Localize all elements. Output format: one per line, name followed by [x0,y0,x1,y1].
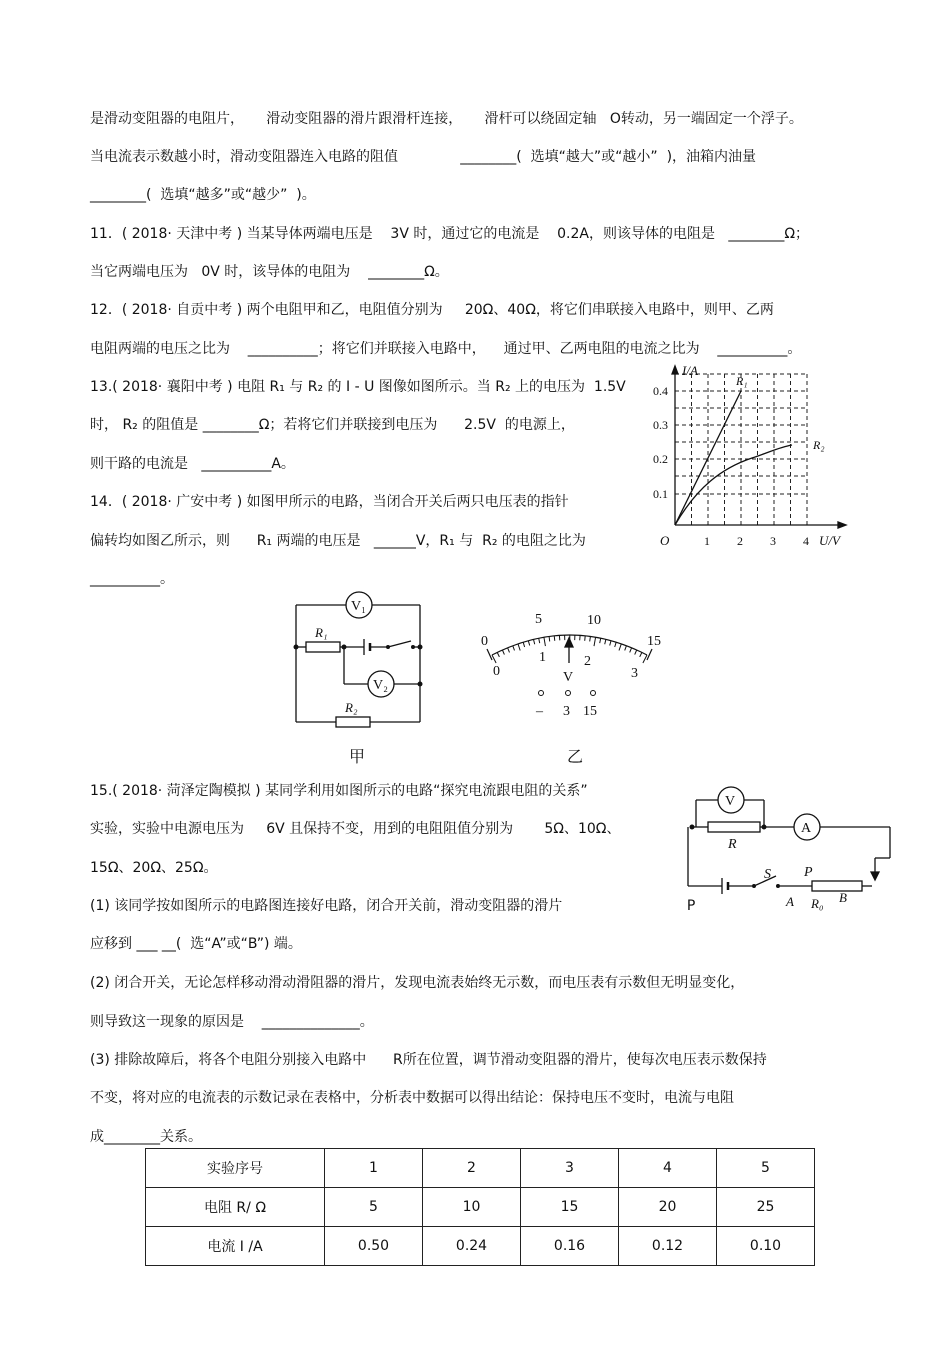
dial-tick [497,652,499,657]
resistor-label: R [728,837,737,852]
question-15: 15.( 2018· 菏泽定陶模拟 ) 某同学利用如图所示的电路“探究电流跟电阻的关系” [90,783,588,799]
x-tick: 4 [803,534,809,548]
row-header: 实验序号 [146,1149,325,1188]
dial-tick [615,642,617,647]
table-cell: 0.50 [325,1227,423,1266]
origin-label: O [660,533,670,548]
scale-top-0: 0 [481,634,488,649]
v2-meter-label: V₂ [373,678,388,693]
y-axis-label: I/A [682,363,698,378]
dial-tick [518,644,520,651]
r1-curve-label: R₁ [736,374,748,388]
table-cell: 1 [325,1149,423,1188]
r1-label: R₁ [315,625,328,640]
dial-tick [610,641,611,646]
text-line: 当它两端电压为 0V 时，该导体的电阻为 ________Ω。 [90,264,449,280]
text-line: 是滑动变阻器的电阻片， 滑动变阻器的滑片跟滑杆连接， 滑杆可以绕固定轴 O转动，另一端固定一个浮子。 [90,111,803,127]
ammeter-label: A [801,821,812,836]
question-14: 14．( 2018· 广安中考 ) 如图甲所示的电路，当闭合开关后两只电压表的指针 [90,494,569,510]
scale-bottom-2: 2 [584,654,591,669]
switch-label: S [764,867,771,882]
y-tick: 0.1 [653,487,668,501]
text-line: 则导致这一现象的原因是 ______________。 [90,1014,374,1030]
figure-caption-yi: 乙 [567,747,584,766]
dial-tick [594,637,596,646]
text-line: (2) 闭合开关，无论怎样移动滑动滑阻器的滑片，发现电流表始终无示数，而电压表有示数但无明显变化， [90,975,745,991]
dial-tick [549,636,550,641]
question-11: 11．( 2018· 天津中考 ) 当某导体两端电压是 3V 时，通过它的电流是 0.2A，则该导体的电阻是 ________Ω； [90,226,810,242]
dial-tick [544,637,546,646]
y-tick: 0.4 [653,384,668,398]
text-line: 当电流表示数越小时，滑动变阻器连入电路的阻值 ________( 选填“越大”或“越小” )，油箱内油量 [90,149,757,165]
table-cell: 0.16 [521,1227,619,1266]
r2-curve-label: R₂ [813,438,825,452]
text-line: 不变，将对应的电流表的示数记录在表格中，分析表中数据可以得出结论：保持电压不变时，电流与电阻 [90,1090,734,1106]
x-tick: 2 [737,534,743,548]
dial-tick [605,639,606,644]
dial-tick [619,644,621,651]
text-line: 应移到 ___ __( 选“A”或“B”) 端。 [90,936,302,952]
table-cell: 5 [717,1149,815,1188]
table-row [146,1227,815,1266]
scale-bottom-1: 1 [539,650,546,665]
terminal-b-label: B [839,890,847,905]
dial-tick [534,639,535,644]
table-cell: 25 [717,1188,815,1227]
scale-bottom-3: 3 [631,666,638,681]
text-line: 15Ω、20Ω、25Ω。 [90,860,218,876]
text-line: 时， R₂ 的阻值是 ________Ω；若将它们并联接到电压为 2.5V 的电源上， [90,417,575,433]
text-line: __________。 [90,571,174,587]
dial-tick [643,655,647,663]
text-line: 成________关系。 [90,1129,202,1145]
x-tick: 3 [770,534,776,548]
r2-label: R₂ [345,700,358,715]
r2-curve [675,445,792,525]
dial-tick [635,650,637,655]
scale-bottom-0: 0 [493,664,500,679]
circuit-q15 [680,770,900,915]
row-header: 电阻 R/ Ω [146,1188,325,1227]
table-cell: 4 [619,1149,717,1188]
data-table [145,1148,815,1266]
figure-caption-jia: 甲 [349,747,366,766]
dial-tick [625,646,627,651]
table-cell: 5 [325,1188,423,1227]
table-cell: 10 [423,1188,521,1227]
y-tick: 0.2 [653,452,668,466]
text-line: 实验，实验中电源电压为 6V 且保持不变，用到的电阻阻值分别为 5Ω、10Ω、 [90,821,621,837]
terminal-minus: – [536,704,543,719]
scale-top-5: 5 [535,612,542,627]
text-line: 电阻两端的电压之比为 __________；将它们并联接入电路中， 通过甲、乙两电阻的电流之比为 __________。 [90,341,802,357]
slider-label: P [804,865,813,880]
table-cell: 2 [423,1149,521,1188]
x-axis-label: U/V [819,533,840,548]
dial-tick [502,650,504,655]
dial-tick [630,648,632,653]
y-tick: 0.3 [653,418,668,432]
dial-tick [640,652,642,657]
terminal-15: 15 [583,704,597,719]
question-13: 13.( 2018· 襄阳中考 ) 电阻 R₁ 与 R₂ 的 I - U 图像如图所示。当 R₂ 上的电压为 1.5V [90,379,626,395]
question-12: 12．( 2018· 自贡中考 ) 两个电阻甲和乙，电阻值分别为 20Ω、40Ω，将它们串联接入电路中，则甲、乙两 [90,302,774,318]
text-line: ________( 选填“越多”或“越少” )。 [90,187,316,203]
scale-top-15: 15 [647,634,661,649]
table-cell: 0.12 [619,1227,717,1266]
v1-meter-label: V₁ [351,599,366,614]
dial-tick [513,646,515,651]
voltmeter-label: V [725,794,736,809]
dial-tick [554,636,555,641]
table-cell: 15 [521,1188,619,1227]
dial-tick [590,636,591,641]
circuit-jia [288,590,433,730]
voltmeter-dial [475,605,665,720]
text-line: (3) 排除故障后，将各个电阻分别接入电路中 R所在位置，调节滑动变阻器的滑片，使每次电压表示数保持 [90,1052,767,1068]
table-cell: 3 [521,1149,619,1188]
terminal-a-label: A [786,894,794,909]
scale-top-10: 10 [587,613,601,628]
table-row [146,1188,815,1227]
terminal-3: 3 [563,704,570,719]
iu-graph [652,362,858,552]
row-header: 电流 I /A [146,1227,325,1266]
x-tick: 1 [704,534,710,548]
dial-tick [492,655,496,663]
text-line: 偏转均如图乙所示，则 R₁ 两端的电压是 ______V，R₁ 与 R₂ 的电阻之比为 [90,533,586,549]
table-cell: 0.24 [423,1227,521,1266]
unit-label: V [563,670,574,685]
text-line: 则干路的电流是 __________A。 [90,456,295,472]
dial-tick [528,641,529,646]
table-cell: 0.10 [717,1227,815,1266]
table-row [146,1149,815,1188]
dial-tick [539,638,540,643]
table-cell: 20 [619,1188,717,1227]
text-line: (1) 该同学按如图所示的电路图连接好电路，闭合开关前，滑动变阻器的滑片 P [90,898,696,914]
dial-tick [585,636,586,641]
dial-tick [600,638,601,643]
dial-tick [508,648,510,653]
dial-tick [523,642,524,647]
rheostat-label: R₀ [811,896,824,911]
